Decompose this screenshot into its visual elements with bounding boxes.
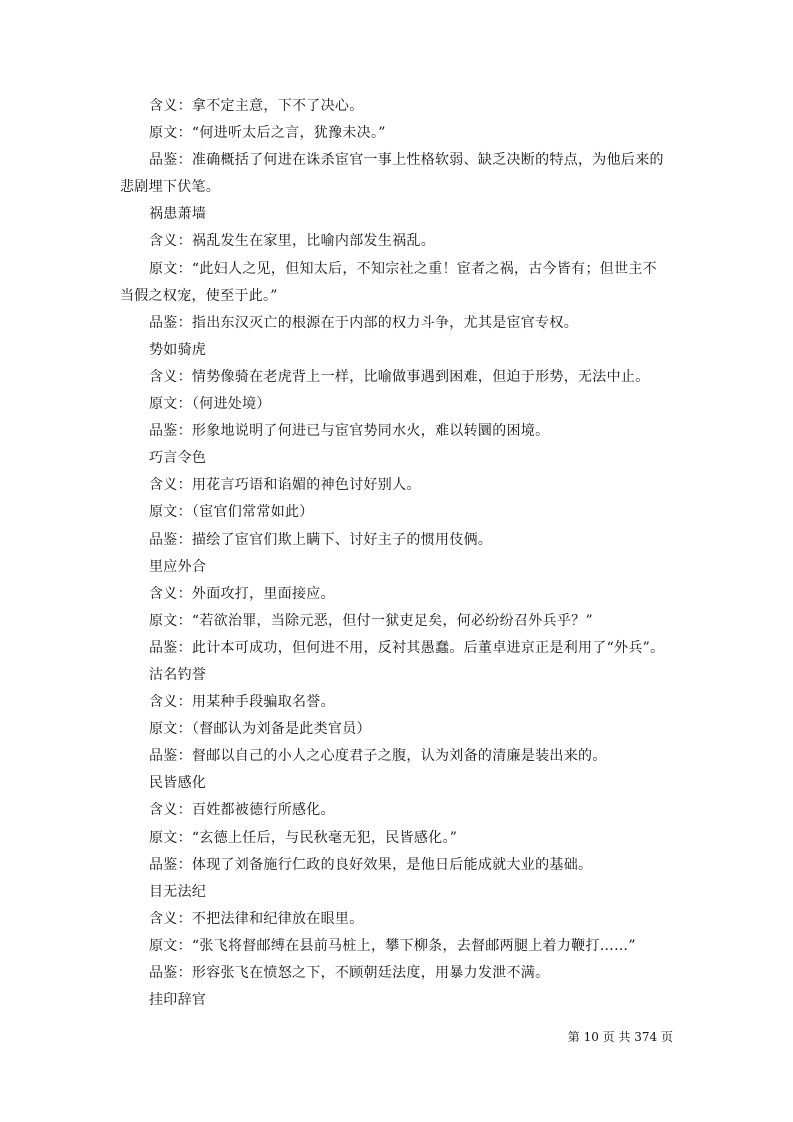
meaning-line: 含义：百姓都被德行所感化。 bbox=[149, 802, 335, 819]
appreciation-line: 品鉴：形象地说明了何进已与宦官势同水火，难以转圜的困境。 bbox=[149, 423, 550, 440]
text-line-continuation: 悲剧埋下伏笔。 bbox=[120, 179, 221, 196]
source-text-line: 原文：“若欲治罪，当除元恶，但付一狱吏足矣，何必纷纷召外兵乎？” bbox=[149, 612, 593, 629]
idiom-heading: 势如骑虎 bbox=[149, 341, 207, 358]
appreciation-line: 品鉴：准确概括了何进在诛杀宦官一事上性格软弱、缺乏决断的特点，为他后来的 bbox=[149, 152, 664, 169]
meaning-line: 含义：情势像骑在老虎背上一样，比喻做事遇到困难，但迫于形势，无法中止。 bbox=[149, 368, 650, 385]
document-body bbox=[120, 93, 673, 1014]
idiom-heading: 里应外合 bbox=[149, 558, 207, 575]
meaning-line: 含义：不把法律和纪律放在眼里。 bbox=[149, 910, 364, 927]
idiom-heading: 沽名钓誉 bbox=[149, 666, 207, 683]
source-text-line: 原文：“此妇人之见，但知太后，不知宗社之重！宦者之祸，古今皆有；但世主不 bbox=[149, 260, 657, 277]
appreciation-line: 品鉴：体现了刘备施行仁政的良好效果，是他日后能成就大业的基础。 bbox=[149, 856, 593, 873]
source-text-line: 原文：“玄德上任后，与民秋毫无犯，民皆感化。” bbox=[149, 829, 458, 846]
source-text-line: 原文：“何进听太后之言，犹豫未决。” bbox=[149, 125, 386, 142]
source-text-line: 原文：（宦官们常常如此） bbox=[149, 504, 314, 521]
text-line-continuation: 当假之权宠，使至于此。” bbox=[120, 287, 278, 304]
idiom-heading: 民皆感化 bbox=[149, 775, 207, 792]
idiom-heading: 目无法纪 bbox=[149, 883, 207, 900]
source-text-line: 原文：“张飞将督邮缚在县前马桩上，攀下柳条，去督邮两腿上着力鞭打……” bbox=[149, 937, 636, 954]
meaning-line: 含义：用花言巧语和谄媚的神色讨好别人。 bbox=[149, 477, 421, 494]
page-footer bbox=[0, 1029, 673, 1045]
meaning-line: 含义：拿不定主意，下不了决心。 bbox=[149, 98, 364, 114]
page-number: 第 10 页 共 374 页 bbox=[567, 1030, 673, 1044]
idiom-heading: 祸患萧墙 bbox=[149, 206, 207, 223]
appreciation-line: 品鉴：形容张飞在愤怒之下，不顾朝廷法度，用暴力发泄不满。 bbox=[149, 965, 550, 981]
appreciation-line: 品鉴：督邮以自己的小人之心度君子之腹，认为刘备的清廉是装出来的。 bbox=[149, 748, 607, 765]
appreciation-line: 品鉴：此计本可成功，但何进不用，反衬其愚蠢。后董卓进京正是利用了“外兵”。 bbox=[149, 639, 665, 656]
idiom-heading: 挂印辞官 bbox=[149, 992, 207, 1009]
source-text-line: 原文：（何进处境） bbox=[149, 396, 271, 413]
meaning-line: 含义：用某种手段骗取名誉。 bbox=[149, 694, 335, 711]
meaning-line: 含义：外面攻打，里面接应。 bbox=[149, 585, 335, 602]
source-text-line: 原文：（督邮认为刘备是此类官员） bbox=[149, 721, 371, 738]
appreciation-line: 品鉴：描绘了宦官们欺上瞒下、讨好主子的惯用伎俩。 bbox=[149, 531, 493, 548]
meaning-line: 含义：祸乱发生在家里，比喻内部发生祸乱。 bbox=[149, 233, 435, 250]
idiom-heading: 巧言令色 bbox=[149, 450, 207, 467]
appreciation-line: 品鉴：指出东汉灭亡的根源在于内部的权力斗争，尤其是宦官专权。 bbox=[149, 314, 578, 331]
